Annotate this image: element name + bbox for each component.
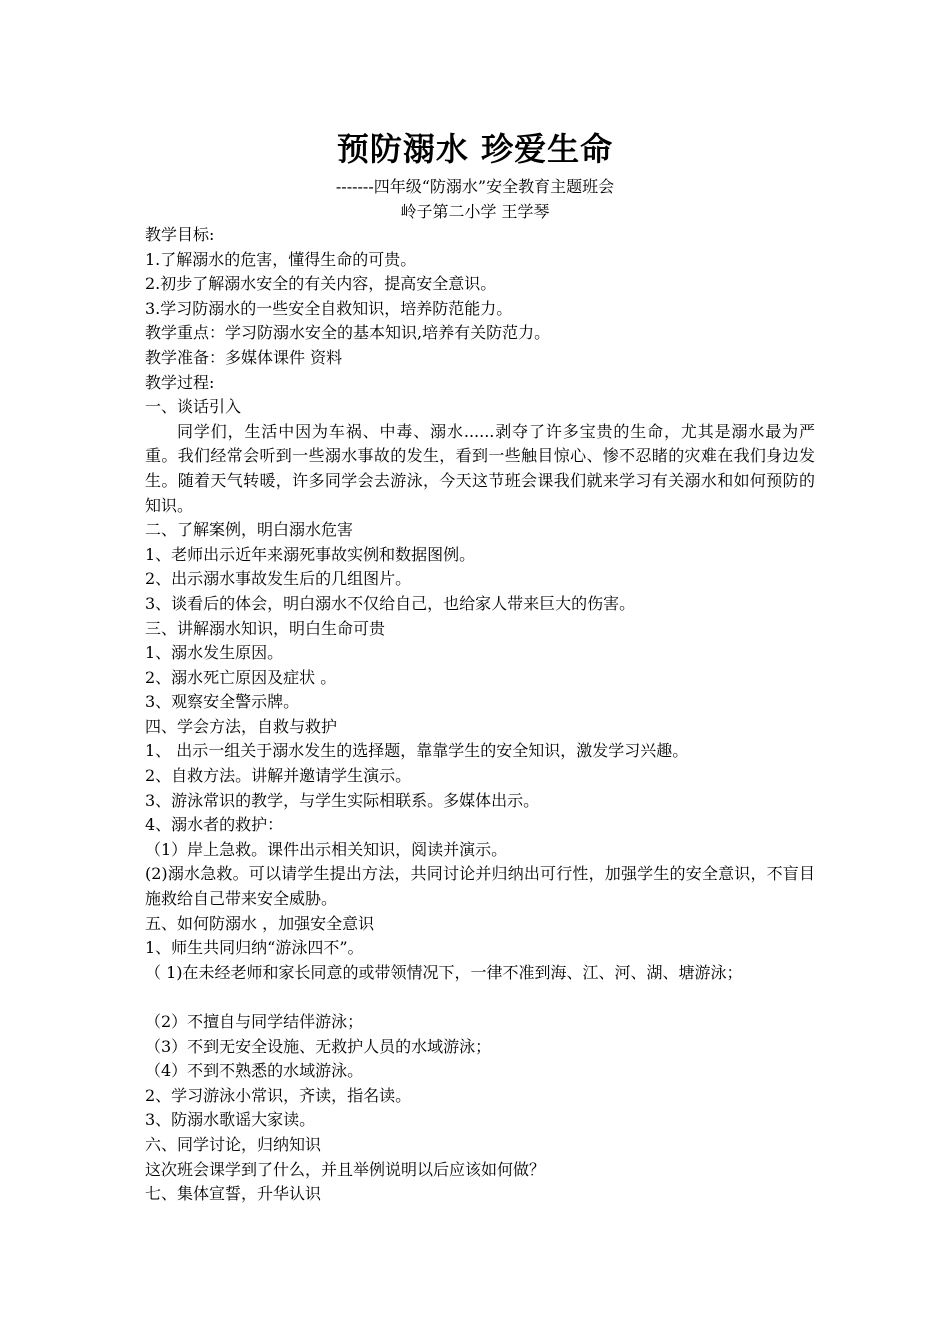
list-item: 2、自救方法。讲解并邀请学生演示。 (145, 766, 412, 786)
list-item: 2、溺水死亡原因及症状 。 (145, 667, 337, 687)
sub-list-item: （4）不到不熟悉的水域游泳。 (145, 1061, 364, 1081)
list-item: 4、溺水者的救护： (145, 815, 284, 835)
list-item: 1、 出示一组关于溺水发生的选择题，靠靠学生的安全知识，激发学习兴趣。 (145, 741, 689, 761)
section-heading: 一、谈话引入 (145, 397, 242, 417)
goal-item: 3.学习防溺水的一些安全自救知识，培养防范能力。 (145, 298, 513, 318)
sub-list-item: (2)溺水急救。可以请学生提出方法，共同讨论并归纳出可行性，加强学生的安全意识，不盲目施救给自己带来安全威胁。 (145, 864, 815, 909)
intro-paragraph: 同学们，生活中因为车祸、中毒、溺水......剥夺了许多宝贵的生命，尤其是溺水最为严重。我们经常会听到一些溺水事故的发生，看到一些触目惊心、惨不忍睹的灾难在我们身边发生。随着天气转暖，许多同学会去游泳，今天这节班会课我们就来学习有关溺水和如何预防的知识。 (145, 421, 815, 515)
sub-list-item: （ 1)在未经老师和家长同意的或带领情况下，一律不准到海、江、河、湖、塘游泳； (145, 962, 743, 982)
sub-list-item: （3）不到无安全设施、无救护人员的水域游泳； (145, 1036, 492, 1056)
goal-item: 1.了解溺水的危害，懂得生命的可贵。 (145, 249, 417, 269)
blank-line (145, 985, 815, 1010)
list-item: 2、出示溺水事故发生后的几组图片。 (145, 569, 412, 589)
document-body (145, 223, 815, 1207)
discussion-question: 这次班会课学到了什么，并且举例说明以后应该如何做？ (145, 1159, 546, 1179)
list-item: 3、防溺水歌谣大家读。 (145, 1110, 316, 1130)
list-item: 1、溺水发生原因。 (145, 643, 284, 663)
section-heading: 六、同学讨论，归纳知识 (145, 1134, 322, 1154)
process-heading: 教学过程: (145, 372, 215, 392)
section-heading: 七、集体宣誓，升华认识 (145, 1184, 322, 1204)
section-heading: 四、学会方法，自救与救护 (145, 716, 338, 736)
sub-list-item: （1）岸上急救。课件出示相关知识，阅读并演示。 (145, 839, 508, 859)
section-heading: 五、如何防溺水 ，加强安全意识 (145, 913, 375, 933)
author-line: 岭子第二小学 王学琴 (400, 202, 550, 221)
list-item: 3、观察安全警示牌。 (145, 692, 300, 712)
document-subtitle: -------四年级“防溺水”安全教育主题班会 (335, 177, 615, 196)
section-heading: 三、讲解溺水知识，明白生命可贵 (145, 618, 386, 638)
goal-item: 2.初步了解溺水安全的有关内容，提高安全意识。 (145, 274, 497, 294)
list-item: 1、老师出示近年来溺死事故实例和数据图例。 (145, 544, 476, 564)
sub-list-item: （2）不擅自与同学结伴游泳； (145, 1012, 364, 1031)
list-item: 3、游泳常识的教学，与学生实际相联系。多媒体出示。 (145, 790, 540, 810)
list-item: 1、师生共同归纳“游泳四不”。 (145, 938, 364, 958)
teaching-focus: 教学重点：学习防溺水安全的基本知识,培养有关防范力。 (145, 323, 551, 343)
section-heading: 二、了解案例，明白溺水危害 (145, 520, 354, 540)
goals-heading: 教学目标: (145, 225, 215, 244)
list-item: 2、学习游泳小常识，齐读，指名读。 (145, 1085, 412, 1105)
list-item: 3、谈看后的体会，明白溺水不仅给自己，也给家人带来巨大的伤害。 (145, 593, 636, 613)
teaching-prep: 教学准备：多媒体课件 资料 (145, 347, 343, 367)
document-title: 预防溺水 珍爱生命 (336, 130, 614, 168)
